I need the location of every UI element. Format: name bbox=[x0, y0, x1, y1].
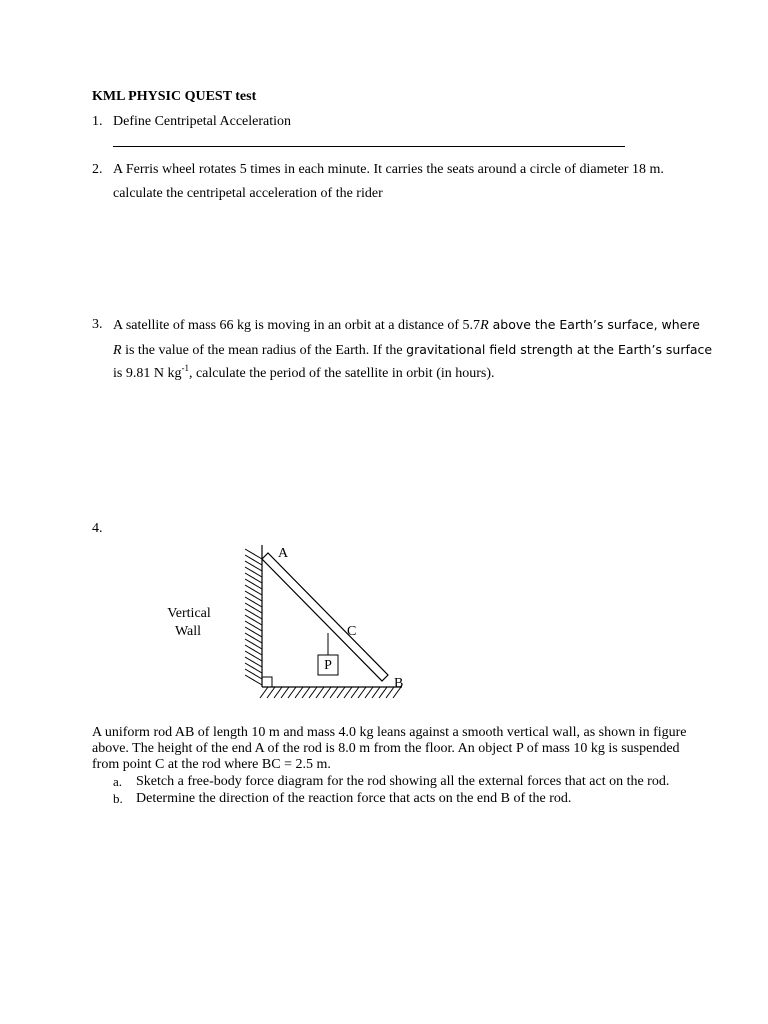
q3-line2-var: R bbox=[113, 343, 122, 358]
question-1-number: 1. bbox=[92, 114, 103, 129]
wall-label-line-2: Wall bbox=[174, 624, 202, 639]
q3-line2-part-b: gravitational field strength at the Earth’s surface bbox=[406, 342, 713, 357]
question-1-text: Define Centripetal Acceleration bbox=[113, 114, 292, 129]
q3-line3-part-a: is 9.81 N kg bbox=[113, 366, 182, 381]
answer-line bbox=[113, 146, 625, 147]
question-4-paragraph: A uniform rod AB of length 10 m and mass 4.0 kg leans against a smooth vertical wall, as shown in figure above. The height of the end A of the rod is 8.0 m from the floor. An object P of mass 10 kg is suspended from point C at the rod where BC = 2.5 m. bbox=[92, 725, 687, 772]
q3-line3-sup: -1 bbox=[181, 363, 189, 373]
q3-line1-part-a: A satellite of mass 66 kg is moving in an orbit at a distance of 5.7 bbox=[113, 318, 481, 333]
q3-line1-var: R bbox=[480, 318, 489, 333]
sub-question-b-text: Determine the direction of the reaction force that acts on the end B of the rod. bbox=[136, 791, 572, 806]
sub-question-a-text: Sketch a free-body force diagram for the rod showing all the external forces that act on the rod. bbox=[136, 774, 670, 789]
question-4-number: 4. bbox=[92, 521, 103, 536]
question-3-line-3 bbox=[113, 363, 495, 382]
wall-label-line-1: Vertical bbox=[167, 606, 211, 621]
label-a: A bbox=[278, 546, 289, 561]
question-2-line-2: calculate the centripetal acceleration of the rider bbox=[113, 186, 383, 201]
floor-hatching bbox=[260, 687, 401, 698]
sub-question-b-letter: b. bbox=[113, 791, 123, 806]
label-c: C bbox=[347, 624, 357, 639]
label-p: P bbox=[324, 658, 332, 673]
question-2-line-1: A Ferris wheel rotates 5 times in each minute. It carries the seats around a circle of diameter 18 m. bbox=[113, 162, 664, 177]
wall-hatching bbox=[245, 549, 262, 685]
page-title: KML PHYSIC QUEST test bbox=[92, 89, 257, 104]
question-3-number: 3. bbox=[92, 317, 103, 332]
question-3-line-1 bbox=[113, 317, 700, 334]
right-angle-marker bbox=[262, 677, 272, 687]
label-b: B bbox=[394, 676, 404, 691]
rod-wall-diagram bbox=[150, 535, 420, 705]
q3-line2-part-a: is the value of the mean radius of the Earth. If the bbox=[121, 343, 407, 358]
q3-line3-part-b: , calculate the period of the satellite in orbit (in hours). bbox=[188, 366, 495, 381]
question-3-line-2 bbox=[113, 342, 712, 359]
question-2-number: 2. bbox=[92, 162, 103, 177]
sub-question-a-letter: a. bbox=[113, 774, 123, 789]
q3-line1-part-b: above the Earth’s surface, where bbox=[488, 317, 700, 332]
